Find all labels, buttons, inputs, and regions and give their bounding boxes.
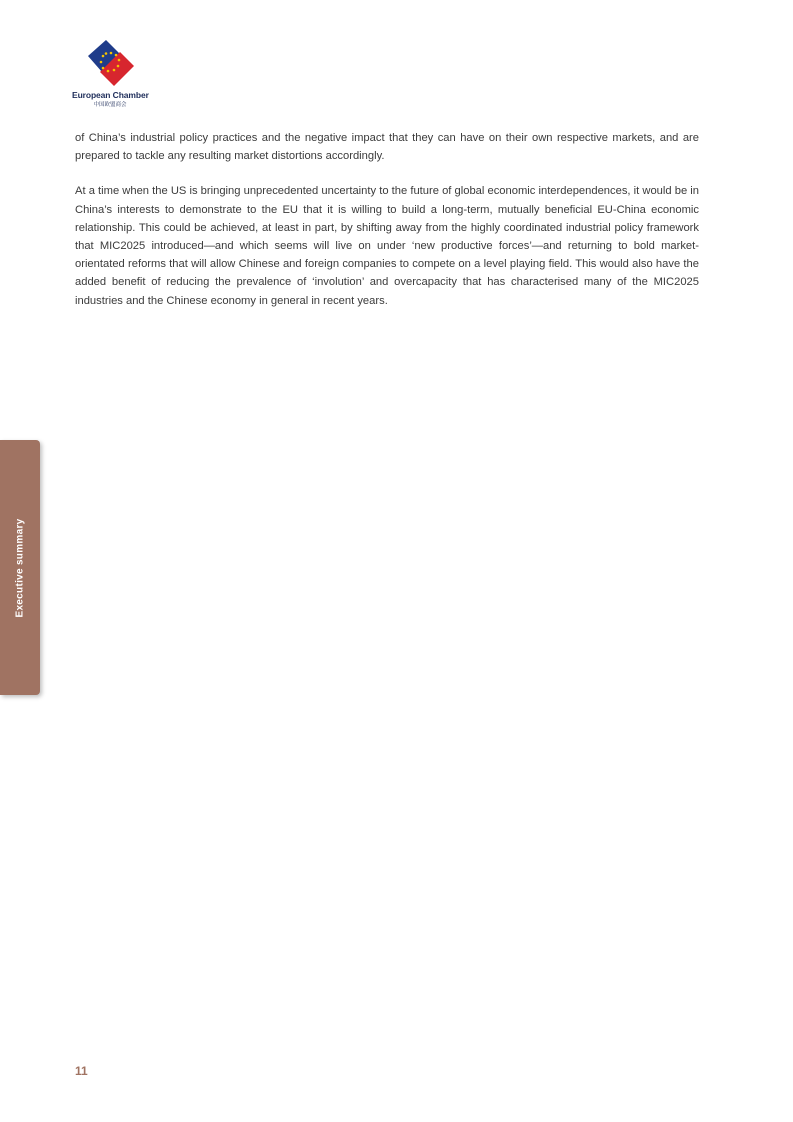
section-tab-executive-summary[interactable] — [0, 440, 40, 695]
logo-name-chinese: 中国欧盟商会 — [93, 102, 127, 108]
european-chamber-logo-icon — [84, 38, 136, 90]
logo-name: European Chamber — [72, 90, 149, 100]
paragraph: of China’s industrial policy practices and the negative impact that they can have on their own respective markets, and are prepared to tackle any resulting market distortions accordingly. — [75, 132, 699, 163]
european-chamber-logo — [72, 38, 148, 110]
paragraph: At a time when the US is bringing unprecedented uncertainty to the future of global economic interdependences, it would be in China’s interests to demonstrate to the EU that it is willing to build a long-term, mutually beneficial EU-China economic relationship. This could be achieved, at least in part, by shifting away from the highly coordinated industrial policy framework that MIC2025 introduced—and which seems will live on under ‘new productive forces’—and returning to bold market-orientated reforms that will allow Chinese and foreign companies to compete on a level playing field. This would also have the added benefit of reducing the prevalence of ‘involution’ and overcapacity that has characterised many of the MIC2025 industries and the Chinese economy in general in recent years. — [75, 185, 699, 307]
body-text — [75, 129, 699, 327]
page-number: 11 — [75, 1064, 88, 1078]
section-tab-label: Executive summary — [14, 518, 26, 618]
